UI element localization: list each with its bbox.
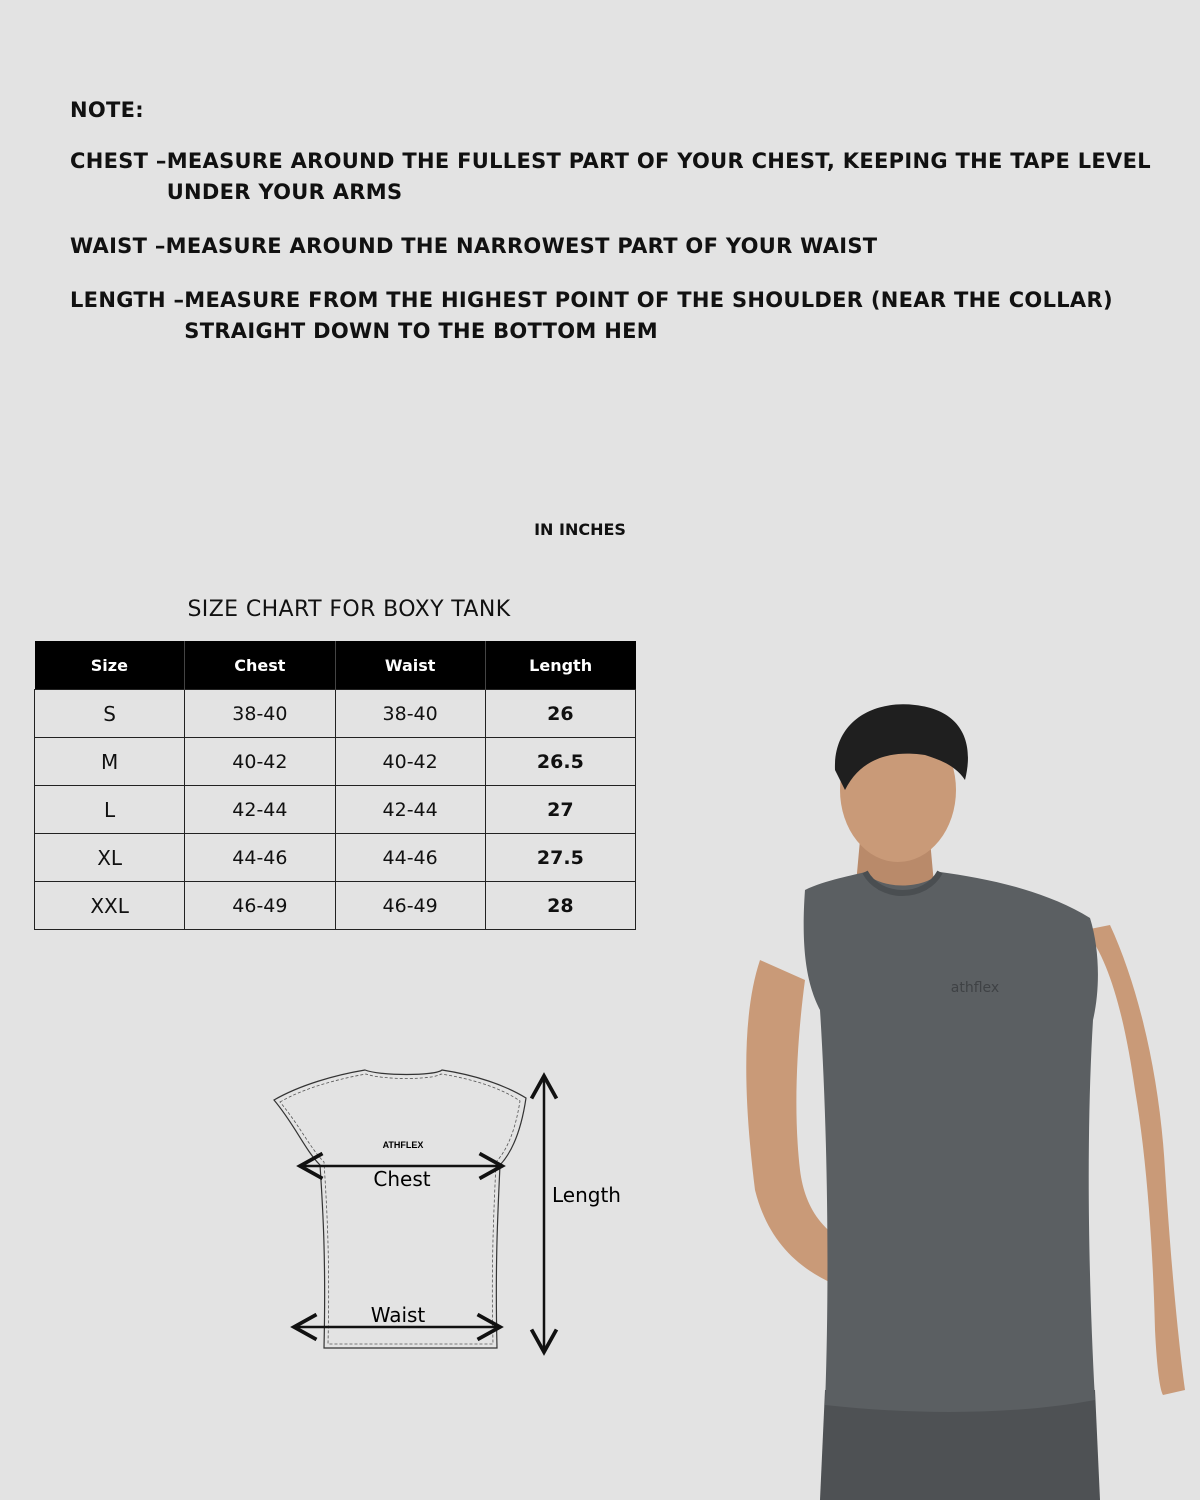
cell-length: 26	[485, 690, 635, 738]
cell-waist: 44-46	[335, 834, 485, 882]
cell-length: 28	[485, 882, 635, 930]
note-waist	[70, 231, 1180, 262]
header-waist: Waist	[335, 641, 485, 690]
header-chest: Chest	[185, 641, 335, 690]
cell-chest: 42-44	[185, 786, 335, 834]
cell-waist: 42-44	[335, 786, 485, 834]
shirt-logo: athflex	[950, 980, 1000, 996]
length-label: Length	[552, 1183, 621, 1207]
cell-size: M	[35, 738, 185, 786]
note-waist-text: MEASURE AROUND THE NARROWEST PART OF YOUR WAIST	[165, 234, 878, 258]
cell-waist: 40-42	[335, 738, 485, 786]
table-row	[35, 690, 636, 738]
note-length-text: MEASURE FROM THE HIGHEST POINT OF THE SHOULDER (NEAR THE COLLAR) STRAIGHT DOWN TO THE BOTTOM HEM	[184, 288, 1113, 343]
table-row	[35, 882, 636, 930]
cell-waist: 46-49	[335, 882, 485, 930]
note-chest	[70, 146, 1180, 208]
cell-chest: 44-46	[185, 834, 335, 882]
cell-length: 26.5	[485, 738, 635, 786]
cell-chest: 46-49	[185, 882, 335, 930]
cell-length: 27	[485, 786, 635, 834]
measurement-notes	[70, 98, 1180, 370]
note-length-term: LENGTH –	[70, 288, 185, 312]
size-chart-title: SIZE CHART FOR BOXY TANK	[187, 597, 511, 622]
table-row	[35, 738, 636, 786]
table-row	[35, 834, 636, 882]
cell-size: XXL	[35, 882, 185, 930]
table-header-row	[35, 641, 636, 690]
units-label: IN INCHES	[534, 520, 626, 539]
diagram-brand-label: ATHFLEX	[382, 1140, 424, 1150]
header-size: Size	[35, 641, 185, 690]
note-chest-text: MEASURE AROUND THE FULLEST PART OF YOUR CHEST, KEEPING THE TAPE LEVEL UNDER YOUR ARMS	[166, 149, 1151, 204]
waist-label: Waist	[370, 1303, 426, 1327]
cell-size: S	[35, 690, 185, 738]
note-waist-term: WAIST –	[70, 234, 166, 258]
note-chest-term: CHEST –	[70, 149, 167, 173]
table-row	[35, 786, 636, 834]
cell-size: L	[35, 786, 185, 834]
cell-length: 27.5	[485, 834, 635, 882]
chest-label: Chest	[373, 1167, 431, 1191]
cell-size: XL	[35, 834, 185, 882]
header-length: Length	[485, 641, 635, 690]
model-figure	[746, 704, 1185, 1500]
cell-chest: 38-40	[185, 690, 335, 738]
size-table	[34, 641, 636, 930]
model-photo	[715, 690, 1200, 1500]
tank-measurement-diagram	[260, 1060, 660, 1370]
cell-chest: 40-42	[185, 738, 335, 786]
cell-waist: 38-40	[335, 690, 485, 738]
notes-title: NOTE:	[70, 98, 144, 122]
note-length	[70, 285, 1180, 347]
